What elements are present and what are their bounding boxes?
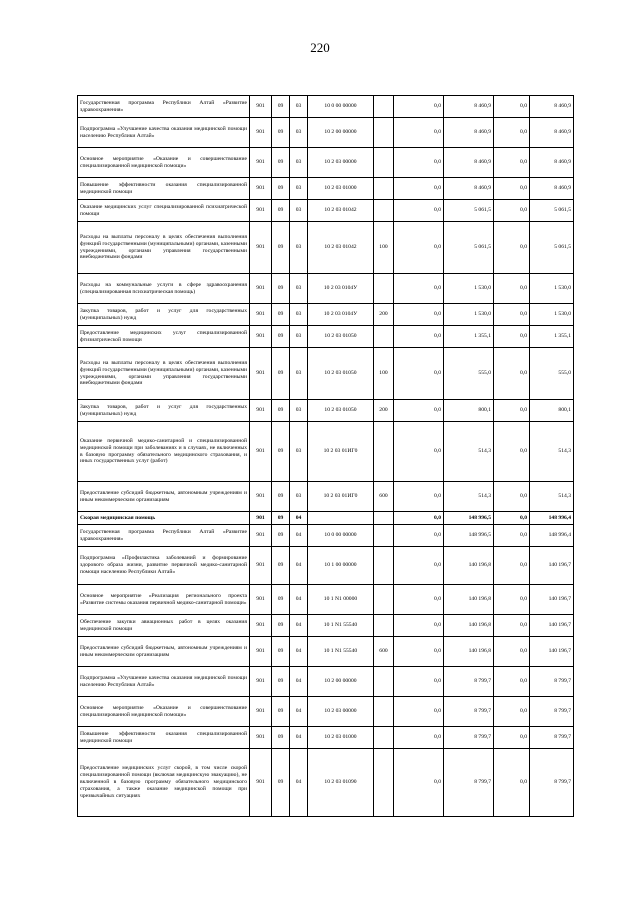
amount-cell: 8 460,9 — [530, 118, 574, 148]
expense-type-cell — [374, 422, 394, 482]
amount-cell: 0,0 — [394, 200, 444, 222]
table-row — [78, 512, 574, 525]
expense-type-cell — [374, 326, 394, 348]
section-code-cell: 09 — [272, 222, 290, 274]
section-code-cell: 09 — [272, 512, 290, 525]
row-name-cell: Основное мероприятие «Оказание и совершенствование специализированной медицинской помощи» — [78, 697, 250, 727]
amount-cell: 140 196,7 — [530, 547, 574, 585]
subsection-code-cell: 04 — [290, 697, 308, 727]
amount-cell: 555,0 — [530, 348, 574, 400]
amount-cell: 0,0 — [394, 274, 444, 304]
expense-type-cell: 600 — [374, 482, 394, 512]
amount-cell: 0,0 — [494, 615, 530, 637]
subsection-code-cell: 03 — [290, 348, 308, 400]
section-code-cell: 09 — [272, 749, 290, 817]
amount-cell: 5 061,5 — [530, 200, 574, 222]
ministry-code-cell: 901 — [250, 326, 272, 348]
table-row — [78, 667, 574, 697]
section-code-cell: 09 — [272, 148, 290, 178]
amount-cell: 0,0 — [394, 400, 444, 422]
table-row — [78, 348, 574, 400]
target-article-cell: 10 2 03 01000 — [308, 178, 374, 200]
table-row — [78, 148, 574, 178]
amount-cell: 8 460,9 — [530, 148, 574, 178]
budget-table — [77, 95, 574, 817]
expense-type-cell — [374, 148, 394, 178]
target-article-cell: 10 1 00 00000 — [308, 547, 374, 585]
subsection-code-cell: 04 — [290, 615, 308, 637]
amount-cell: 0,0 — [394, 422, 444, 482]
amount-cell: 0,0 — [494, 512, 530, 525]
row-name-cell: Оказание медицинских услуг специализированной психиатрической помощи — [78, 200, 250, 222]
target-article-cell: 10 2 03 0104У — [308, 304, 374, 326]
amount-cell: 0,0 — [394, 96, 444, 118]
target-article-cell: 10 2 03 0104У — [308, 274, 374, 304]
target-article-cell: 10 2 03 01050 — [308, 326, 374, 348]
ministry-code-cell: 901 — [250, 615, 272, 637]
row-name-cell: Повышение эффективности оказания специализированной медицинской помощи — [78, 727, 250, 749]
amount-cell: 800,1 — [530, 400, 574, 422]
amount-cell: 800,1 — [444, 400, 494, 422]
amount-cell: 8 799,7 — [530, 749, 574, 817]
ministry-code-cell: 901 — [250, 482, 272, 512]
amount-cell: 0,0 — [494, 422, 530, 482]
table-row — [78, 400, 574, 422]
amount-cell: 140 196,8 — [444, 547, 494, 585]
amount-cell: 0,0 — [394, 326, 444, 348]
expense-type-cell — [374, 727, 394, 749]
amount-cell: 8 460,9 — [530, 96, 574, 118]
section-code-cell: 09 — [272, 727, 290, 749]
amount-cell: 1 530,0 — [444, 304, 494, 326]
row-name-cell: Расходы на выплаты персоналу в целях обеспечения выполнения функций государственными (муниципальными) органами, казенными учреждениями, органами управления государственными внебюджетными фондами — [78, 222, 250, 274]
ministry-code-cell: 901 — [250, 304, 272, 326]
amount-cell: 514,3 — [444, 482, 494, 512]
subsection-code-cell: 04 — [290, 749, 308, 817]
subsection-code-cell: 03 — [290, 304, 308, 326]
amount-cell: 0,0 — [494, 304, 530, 326]
target-article-cell: 10 1 N1 00000 — [308, 585, 374, 615]
expense-type-cell — [374, 525, 394, 547]
row-name-cell: Государственная программа Республики Алтай «Развитие здравоохранения» — [78, 96, 250, 118]
page-number: 220 — [310, 40, 330, 55]
target-article-cell: 10 0 00 00000 — [308, 96, 374, 118]
amount-cell: 0,0 — [494, 585, 530, 615]
ministry-code-cell: 901 — [250, 727, 272, 749]
target-article-cell: 10 0 00 00000 — [308, 525, 374, 547]
ministry-code-cell: 901 — [250, 749, 272, 817]
subsection-code-cell: 04 — [290, 512, 308, 525]
section-code-cell: 09 — [272, 274, 290, 304]
row-name-cell: Повышение эффективности оказания специализированной медицинской помощи — [78, 178, 250, 200]
amount-cell: 0,0 — [494, 178, 530, 200]
section-code-cell: 09 — [272, 585, 290, 615]
amount-cell: 0,0 — [394, 749, 444, 817]
subsection-code-cell: 04 — [290, 637, 308, 667]
table-row — [78, 482, 574, 512]
amount-cell: 140 196,7 — [530, 585, 574, 615]
row-name-cell: Подпрограмма «Улучшение качества оказания медицинской помощи населению Республики Алтай» — [78, 118, 250, 148]
amount-cell: 0,0 — [394, 525, 444, 547]
expense-type-cell — [374, 585, 394, 615]
ministry-code-cell: 901 — [250, 222, 272, 274]
amount-cell: 8 799,7 — [530, 667, 574, 697]
expense-type-cell — [374, 118, 394, 148]
amount-cell: 5 061,5 — [444, 200, 494, 222]
row-name-cell: Предоставление субсидий бюджетным, автономным учреждениям и иным некоммерческим организациям — [78, 637, 250, 667]
amount-cell: 0,0 — [494, 697, 530, 727]
table-row — [78, 200, 574, 222]
target-article-cell: 10 2 03 00000 — [308, 148, 374, 178]
expense-type-cell — [374, 667, 394, 697]
amount-cell: 0,0 — [494, 667, 530, 697]
table-row — [78, 422, 574, 482]
row-name-cell: Обеспечение закупки авиационных работ в целях оказания медицинской помощи — [78, 615, 250, 637]
target-article-cell: 10 2 00 00000 — [308, 118, 374, 148]
amount-cell: 0,0 — [494, 727, 530, 749]
row-name-cell: Скорая медицинская помощь — [78, 512, 250, 525]
amount-cell: 0,0 — [394, 547, 444, 585]
amount-cell: 1 530,0 — [530, 274, 574, 304]
ministry-code-cell: 901 — [250, 637, 272, 667]
target-article-cell — [308, 512, 374, 525]
subsection-code-cell: 03 — [290, 400, 308, 422]
amount-cell: 1 355,1 — [444, 326, 494, 348]
table-row — [78, 615, 574, 637]
row-name-cell: Предоставление медицинских услуг специализированной фтизиатрической помощи — [78, 326, 250, 348]
subsection-code-cell: 03 — [290, 148, 308, 178]
row-name-cell: Подпрограмма «Профилактика заболеваний и формирование здорового образа жизни, развитие первичной медико-санитарной помощи населению Республики Алтай» — [78, 547, 250, 585]
row-name-cell: Основное мероприятие «Реализация регионального проекта «Развитие системы оказания первичной медико-санитарной помощи» — [78, 585, 250, 615]
amount-cell: 0,0 — [494, 96, 530, 118]
section-code-cell: 09 — [272, 525, 290, 547]
ministry-code-cell: 901 — [250, 178, 272, 200]
target-article-cell: 10 1 N1 55540 — [308, 615, 374, 637]
row-name-cell: Закупка товаров, работ и услуг для государственных (муниципальных) нужд — [78, 304, 250, 326]
ministry-code-cell: 901 — [250, 667, 272, 697]
subsection-code-cell: 04 — [290, 727, 308, 749]
amount-cell: 0,0 — [494, 400, 530, 422]
table-row — [78, 274, 574, 304]
subsection-code-cell: 03 — [290, 222, 308, 274]
expense-type-cell — [374, 178, 394, 200]
ministry-code-cell: 901 — [250, 585, 272, 615]
amount-cell: 0,0 — [494, 525, 530, 547]
subsection-code-cell: 03 — [290, 96, 308, 118]
section-code-cell: 09 — [272, 482, 290, 512]
amount-cell: 0,0 — [494, 547, 530, 585]
section-code-cell: 09 — [272, 96, 290, 118]
amount-cell: 140 196,8 — [444, 637, 494, 667]
amount-cell: 0,0 — [394, 512, 444, 525]
section-code-cell: 09 — [272, 118, 290, 148]
amount-cell: 140 196,7 — [530, 637, 574, 667]
amount-cell: 0,0 — [394, 637, 444, 667]
table-row — [78, 222, 574, 274]
row-name-cell: Закупка товаров, работ и услуг для государственных (муниципальных) нужд — [78, 400, 250, 422]
section-code-cell: 09 — [272, 547, 290, 585]
amount-cell: 140 196,8 — [444, 615, 494, 637]
table-row — [78, 727, 574, 749]
subsection-code-cell: 04 — [290, 585, 308, 615]
amount-cell: 0,0 — [394, 727, 444, 749]
section-code-cell: 09 — [272, 348, 290, 400]
amount-cell: 8 799,7 — [444, 749, 494, 817]
amount-cell: 0,0 — [494, 118, 530, 148]
amount-cell: 0,0 — [494, 749, 530, 817]
ministry-code-cell: 901 — [250, 547, 272, 585]
table-row — [78, 304, 574, 326]
amount-cell: 148 996,4 — [530, 512, 574, 525]
ministry-code-cell: 901 — [250, 118, 272, 148]
target-article-cell: 10 2 03 01ИГ0 — [308, 422, 374, 482]
section-code-cell: 09 — [272, 326, 290, 348]
amount-cell: 148 996,4 — [530, 525, 574, 547]
table-row — [78, 547, 574, 585]
amount-cell: 0,0 — [494, 274, 530, 304]
table-row — [78, 525, 574, 547]
ministry-code-cell: 901 — [250, 274, 272, 304]
section-code-cell: 09 — [272, 667, 290, 697]
subsection-code-cell: 03 — [290, 422, 308, 482]
amount-cell: 0,0 — [394, 304, 444, 326]
target-article-cell: 10 2 03 01000 — [308, 727, 374, 749]
amount-cell: 0,0 — [394, 118, 444, 148]
amount-cell: 0,0 — [394, 222, 444, 274]
expense-type-cell — [374, 749, 394, 817]
amount-cell: 0,0 — [394, 615, 444, 637]
expense-type-cell: 600 — [374, 637, 394, 667]
amount-cell: 5 061,5 — [444, 222, 494, 274]
ministry-code-cell: 901 — [250, 697, 272, 727]
amount-cell: 8 799,7 — [530, 697, 574, 727]
row-name-cell: Предоставление субсидий бюджетным, автономным учреждениям и иным некоммерческим организациям — [78, 482, 250, 512]
amount-cell: 1 530,0 — [530, 304, 574, 326]
target-article-cell: 10 2 03 00000 — [308, 697, 374, 727]
ministry-code-cell: 901 — [250, 400, 272, 422]
amount-cell: 514,3 — [530, 422, 574, 482]
subsection-code-cell: 04 — [290, 547, 308, 585]
amount-cell: 0,0 — [494, 482, 530, 512]
ministry-code-cell: 901 — [250, 200, 272, 222]
amount-cell: 8 799,7 — [530, 727, 574, 749]
amount-cell: 8 460,9 — [444, 148, 494, 178]
expense-type-cell: 200 — [374, 400, 394, 422]
ministry-code-cell: 901 — [250, 348, 272, 400]
amount-cell: 8 799,7 — [444, 727, 494, 749]
table-row — [78, 697, 574, 727]
table-row — [78, 637, 574, 667]
target-article-cell: 10 2 03 01042 — [308, 222, 374, 274]
table-row — [78, 749, 574, 817]
target-article-cell: 10 1 N1 55540 — [308, 637, 374, 667]
section-code-cell: 09 — [272, 200, 290, 222]
section-code-cell: 09 — [272, 304, 290, 326]
row-name-cell: Предоставление медицинских услуг скорой, в том числе скорой специализированной помощи (включая медицинскую эвакуацию), не включенной в базовую программу обязательного медицинского страхования, а также оказание медицинской помощи при чрезвычайных ситуациях — [78, 749, 250, 817]
target-article-cell: 10 2 03 01ИГ0 — [308, 482, 374, 512]
subsection-code-cell: 03 — [290, 326, 308, 348]
amount-cell: 1 530,0 — [444, 274, 494, 304]
amount-cell: 0,0 — [394, 482, 444, 512]
subsection-code-cell: 03 — [290, 118, 308, 148]
target-article-cell: 10 2 03 01050 — [308, 348, 374, 400]
amount-cell: 8 460,9 — [530, 178, 574, 200]
ministry-code-cell: 901 — [250, 148, 272, 178]
amount-cell: 140 196,8 — [444, 585, 494, 615]
expense-type-cell: 100 — [374, 222, 394, 274]
amount-cell: 0,0 — [394, 585, 444, 615]
amount-cell: 0,0 — [494, 222, 530, 274]
subsection-code-cell: 03 — [290, 200, 308, 222]
target-article-cell: 10 2 03 01042 — [308, 200, 374, 222]
expense-type-cell: 100 — [374, 348, 394, 400]
amount-cell: 0,0 — [394, 148, 444, 178]
subsection-code-cell: 03 — [290, 482, 308, 512]
amount-cell: 148 996,5 — [444, 525, 494, 547]
amount-cell: 0,0 — [394, 348, 444, 400]
amount-cell: 8 460,9 — [444, 178, 494, 200]
amount-cell: 8 460,9 — [444, 96, 494, 118]
amount-cell: 0,0 — [494, 148, 530, 178]
amount-cell: 0,0 — [494, 637, 530, 667]
expense-type-cell — [374, 547, 394, 585]
ministry-code-cell: 901 — [250, 512, 272, 525]
amount-cell: 1 355,1 — [530, 326, 574, 348]
row-name-cell: Расходы на коммунальные услуги в сфере здравоохранения (специализированная психиатрическая помощь) — [78, 274, 250, 304]
amount-cell: 5 061,5 — [530, 222, 574, 274]
amount-cell: 0,0 — [494, 200, 530, 222]
expense-type-cell — [374, 615, 394, 637]
expense-type-cell — [374, 512, 394, 525]
amount-cell: 0,0 — [394, 697, 444, 727]
row-name-cell: Оказание первичной медико-санитарной и специализированной медицинской помощи при заболеваниях и в случаях, не включенных в базовую программу обязательного медицинского страхования, и иных государственных услуг (работ) — [78, 422, 250, 482]
amount-cell: 514,3 — [444, 422, 494, 482]
expense-type-cell — [374, 274, 394, 304]
table-row — [78, 178, 574, 200]
table-row — [78, 96, 574, 118]
target-article-cell: 10 2 03 01050 — [308, 400, 374, 422]
amount-cell: 0,0 — [494, 348, 530, 400]
subsection-code-cell: 04 — [290, 525, 308, 547]
amount-cell: 8 799,7 — [444, 697, 494, 727]
subsection-code-cell: 04 — [290, 667, 308, 697]
amount-cell: 8 799,7 — [444, 667, 494, 697]
row-name-cell: Основное мероприятие «Оказание и совершенствование специализированной медицинской помощи» — [78, 148, 250, 178]
section-code-cell: 09 — [272, 697, 290, 727]
row-name-cell: Подпрограмма «Улучшение качества оказания медицинской помощи населению Республики Алтай» — [78, 667, 250, 697]
ministry-code-cell: 901 — [250, 525, 272, 547]
expense-type-cell: 200 — [374, 304, 394, 326]
amount-cell: 148 996,5 — [444, 512, 494, 525]
section-code-cell: 09 — [272, 422, 290, 482]
section-code-cell: 09 — [272, 637, 290, 667]
table-row — [78, 118, 574, 148]
amount-cell: 514,3 — [530, 482, 574, 512]
subsection-code-cell: 03 — [290, 178, 308, 200]
expense-type-cell — [374, 96, 394, 118]
section-code-cell: 09 — [272, 178, 290, 200]
section-code-cell: 09 — [272, 400, 290, 422]
expense-type-cell — [374, 697, 394, 727]
target-article-cell: 10 2 00 00000 — [308, 667, 374, 697]
row-name-cell: Расходы на выплаты персоналу в целях обеспечения выполнения функций государственными (муниципальными) органами, казенными учреждениями, органами управления государственными внебюджетными фондами — [78, 348, 250, 400]
amount-cell: 140 196,7 — [530, 615, 574, 637]
row-name-cell: Государственная программа Республики Алтай «Развитие здравоохранения» — [78, 525, 250, 547]
ministry-code-cell: 901 — [250, 422, 272, 482]
amount-cell: 0,0 — [494, 326, 530, 348]
target-article-cell: 10 2 03 01090 — [308, 749, 374, 817]
table-row — [78, 585, 574, 615]
amount-cell: 555,0 — [444, 348, 494, 400]
ministry-code-cell: 901 — [250, 96, 272, 118]
amount-cell: 8 460,9 — [444, 118, 494, 148]
table-row — [78, 326, 574, 348]
table-body — [78, 96, 574, 817]
amount-cell: 0,0 — [394, 667, 444, 697]
amount-cell: 0,0 — [394, 178, 444, 200]
subsection-code-cell: 03 — [290, 274, 308, 304]
section-code-cell: 09 — [272, 615, 290, 637]
expense-type-cell — [374, 200, 394, 222]
